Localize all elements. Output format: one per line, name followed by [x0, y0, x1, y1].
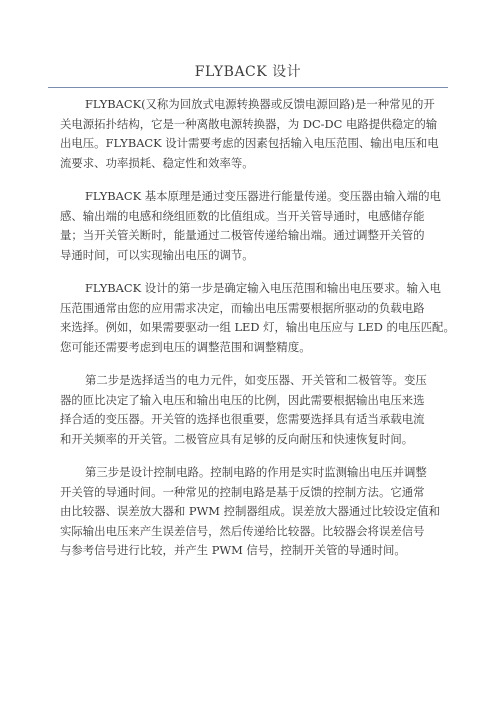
paragraph-line: 来选择。例如，如果需要驱动一组 LED 灯，输出电压应与 LED 的电压匹配。	[60, 320, 455, 335]
paragraph-4	[61, 371, 451, 449]
paragraph-2	[61, 187, 451, 265]
paragraph-line: 量；当开关管关断时，能量通过二极管传递给输出端。通过调整开关管的	[60, 228, 425, 243]
paragraph-line: 择合适的变压器。开关管的选择也很重要，您需要选择具有适当承载电流	[60, 412, 425, 427]
paragraph-line: FLYBACK 设计的第一步是确定输入电压范围和输出电压要求。输入电	[85, 281, 441, 295]
paragraph-1	[61, 95, 451, 173]
paragraph-line: 感、输出端的电感和绕组匝数的比值组成。当开关管导通时，电感储存能	[60, 208, 425, 223]
paragraph-line: 流要求、功率损耗、稳定性和效率等。	[60, 155, 254, 170]
paragraph-line: 由比较器、误差放大器和 PWM 控制器组成。误差放大器通过比较设定值和	[60, 504, 440, 519]
paragraph-5	[61, 463, 451, 561]
paragraph-line: 第二步是选择适当的电力元件，如变压器、开关管和二极管等。变压	[85, 373, 427, 387]
paragraph-line: 和开关频率的开关管。二极管应具有足够的反向耐压和快速恢复时间。	[60, 431, 414, 446]
paragraph-line: 器的匝比决定了输入电压和输出电压的比例，因此需要根据输出电压来选	[60, 392, 425, 407]
paragraph-line: FLYBACK(又称为回放式电源转换器或反馈电源回路)是一种常见的开	[85, 97, 435, 111]
paragraph-line: 开关管的导通时间。一种常见的控制电路是基于反馈的控制方法。它通常	[60, 484, 425, 499]
paragraph-line: 第三步是设计控制电路。控制电路的作用是实时监测输出电压并调整	[85, 465, 427, 479]
paragraph-line: 关电源拓扑结构，它是一种离散电源转换器，为 DC-DC 电路提供稳定的输	[60, 116, 438, 131]
paragraph-line: FLYBACK 基本原理是通过变压器进行能量传递。变压器由输入端的电	[85, 189, 441, 203]
paragraph-line: 与参考信号进行比较，并产生 PWM 信号，控制开关管的导通时间。	[60, 543, 406, 558]
paragraph-line: 导通时间，可以实现输出电压的调节。	[60, 247, 254, 262]
title-divider	[48, 87, 448, 88]
paragraph-line: 您可能还需要考虑到电压的调整范围和调整精度。	[60, 339, 311, 354]
paragraph-3	[60, 279, 455, 357]
paragraph-line: 实际输出电压来产生误差信号，然后传递给比较器。比较器会将误差信号	[60, 523, 425, 538]
paragraph-line: 压范围通常由您的应用需求决定，而输出电压需要根据所驱动的负载电路	[60, 300, 425, 315]
paragraph-line: 出电压。FLYBACK 设计需要考虑的因素包括输入电压范围、输出电压和电	[60, 136, 439, 151]
document-title: FLYBACK 设计	[194, 64, 302, 80]
